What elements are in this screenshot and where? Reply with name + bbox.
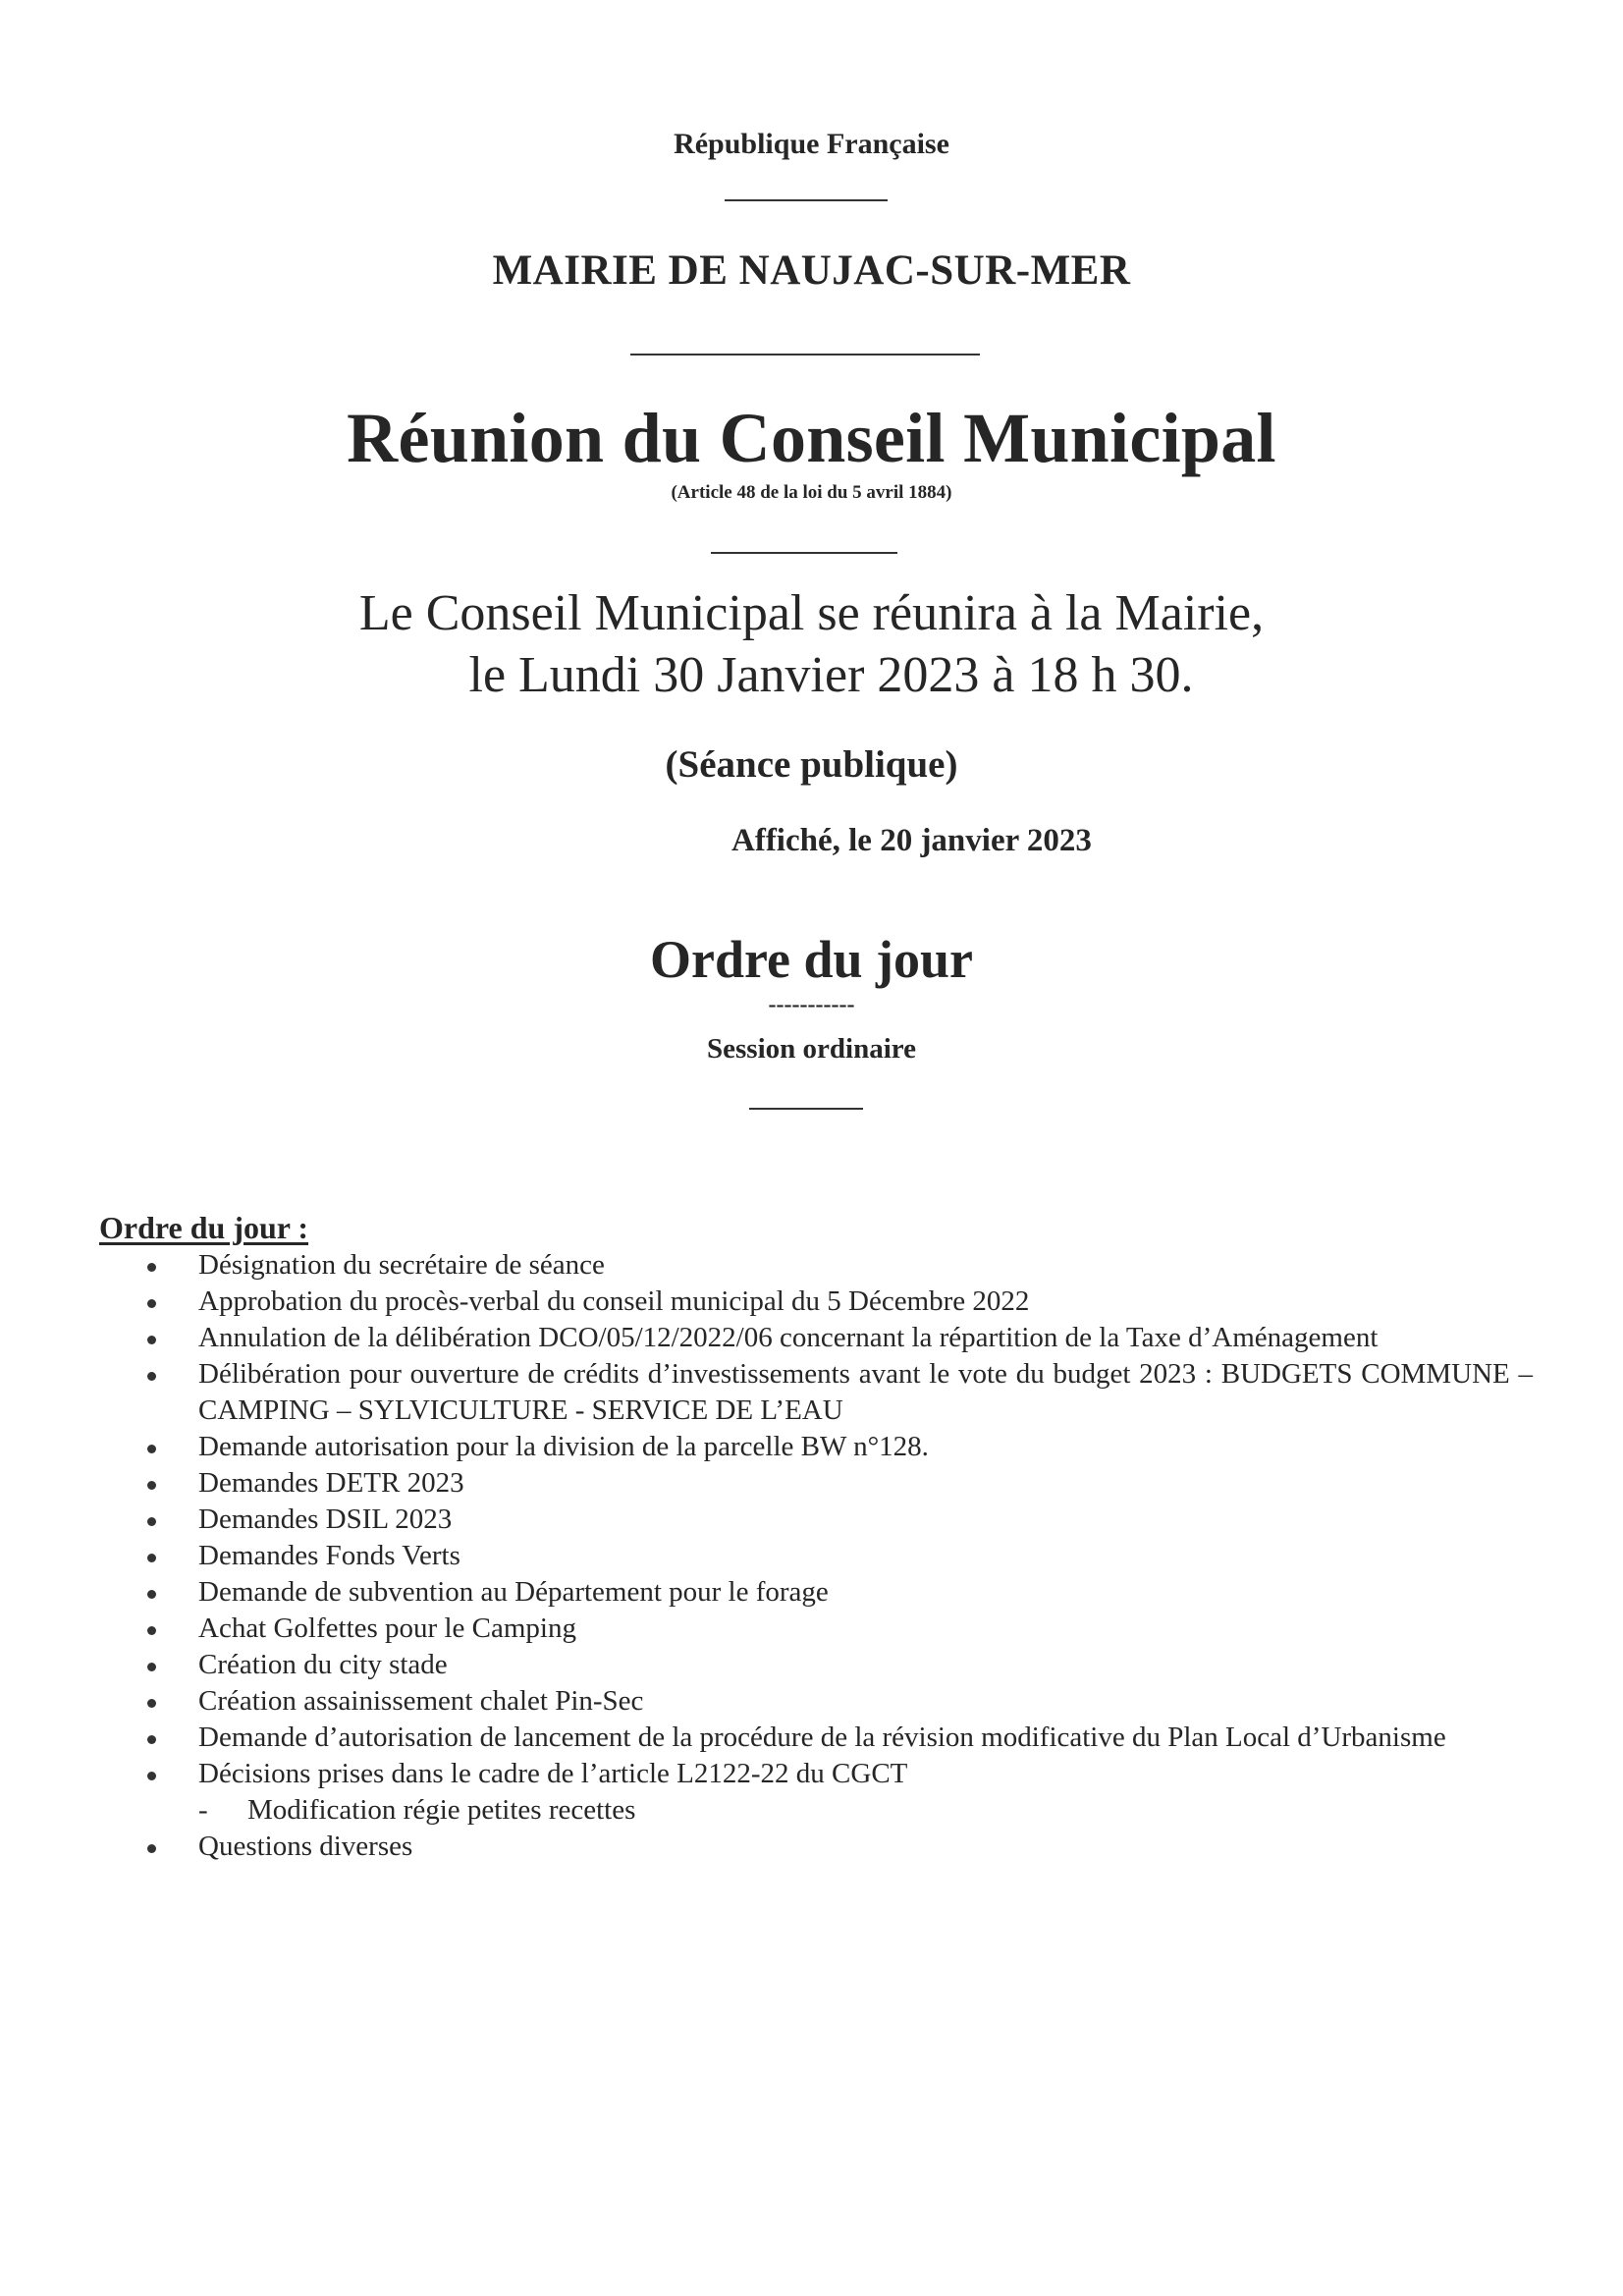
bullet-icon [147, 1372, 156, 1381]
agenda-item-text: Demande de subvention au Département pour le forage [198, 1576, 829, 1608]
agenda-item-text: Annulation de la délibération DCO/05/12/2022/06 concernant la répartition de la Taxe d’Aménagement [198, 1322, 1379, 1353]
agenda-sub-item-text: Modification régie petites recettes [247, 1794, 636, 1826]
agenda-item [99, 1502, 1533, 1538]
bullet-icon [147, 1554, 156, 1562]
agenda-item-text: Création du city stade [198, 1649, 448, 1680]
agenda-item [99, 1284, 1533, 1320]
divider-rule [749, 1108, 863, 1110]
agenda-item-text: Demande autorisation pour la division de la parcelle BW n°128. [198, 1431, 929, 1462]
agenda-item-text: Décisions prises dans le cadre de l’article L2122-22 du CGCT [198, 1758, 908, 1789]
bullet-icon [147, 1336, 156, 1344]
divider-rule [725, 199, 888, 201]
bullet-icon [147, 1663, 156, 1671]
announcement-line-1: Le Conseil Municipal se réunira à la Mairie, [358, 585, 1265, 641]
bullet-icon [147, 1481, 156, 1490]
article-reference: (Article 48 de la loi du 5 avril 1884) [671, 482, 952, 503]
agenda-item-text: Demande d’autorisation de lancement de la procédure de la révision modificative du Plan Local d’Urbanisme [198, 1722, 1446, 1753]
bullet-icon [147, 1844, 156, 1853]
agenda-sub-item [99, 1792, 1533, 1829]
agenda-item [99, 1320, 1533, 1356]
page-title: Réunion du Conseil Municipal [347, 399, 1276, 477]
agenda-item [99, 1611, 1533, 1647]
ordre-du-jour-heading: Ordre du jour [649, 930, 973, 989]
session-type: Session ordinaire [707, 1033, 916, 1065]
dashed-separator: ----------- [768, 992, 855, 1017]
agenda-item [99, 1756, 1533, 1792]
agenda-item [99, 1429, 1533, 1465]
republic-heading: République Française [674, 128, 949, 160]
agenda-item [99, 1720, 1533, 1756]
agenda-item [99, 1683, 1533, 1720]
bullet-icon [147, 1263, 156, 1272]
agenda-item-text: Achat Golfettes pour le Camping [198, 1613, 576, 1644]
agenda-item [99, 1647, 1533, 1683]
agenda-item [99, 1829, 1533, 1865]
agenda-item-text: Approbation du procès-verbal du conseil municipal du 5 Décembre 2022 [198, 1285, 1030, 1317]
bullet-icon [147, 1735, 156, 1744]
divider-rule [711, 552, 897, 554]
agenda-item [99, 1538, 1533, 1574]
agenda-item-text: Demandes Fonds Verts [198, 1540, 460, 1571]
bullet-icon [147, 1699, 156, 1708]
agenda-list [99, 1247, 1533, 1865]
agenda-item-text: Désignation du secrétaire de séance [198, 1249, 605, 1281]
bullet-icon [147, 1590, 156, 1599]
agenda-item [99, 1574, 1533, 1611]
mairie-heading: MAIRIE DE NAUJAC-SUR-MER [492, 247, 1131, 294]
bullet-icon [147, 1299, 156, 1308]
bullet-icon [147, 1772, 156, 1780]
agenda-item-text: Création assainissement chalet Pin-Sec [198, 1685, 644, 1717]
agenda-label: Ordre du jour : [99, 1210, 309, 1245]
bullet-icon [147, 1445, 156, 1453]
bullet-icon [147, 1626, 156, 1635]
seance-type: (Séance publique) [665, 743, 958, 786]
agenda-item-text: Délibération pour ouverture de crédits d’investissements avant le vote du budget 2023 : BUDGETS COMMUNE – CAMPING – SYLVICULTURE - SERVICE DE L’EAU [198, 1358, 1533, 1426]
agenda-item [99, 1356, 1533, 1429]
announcement-line-2: le Lundi 30 Janvier 2023 à 18 h 30. [468, 647, 1194, 703]
bullet-icon [147, 1517, 156, 1526]
posting-date: Affiché, le 20 janvier 2023 [731, 823, 1092, 858]
agenda-item [99, 1465, 1533, 1502]
agenda-item-text: Questions diverses [198, 1831, 413, 1862]
meeting-announcement [0, 582, 1623, 706]
agenda-item [99, 1247, 1533, 1284]
agenda-item-text: Demandes DSIL 2023 [198, 1503, 453, 1535]
sub-item-dash: - [198, 1794, 208, 1826]
divider-rule [630, 354, 980, 355]
agenda-item-text: Demandes DETR 2023 [198, 1467, 464, 1499]
